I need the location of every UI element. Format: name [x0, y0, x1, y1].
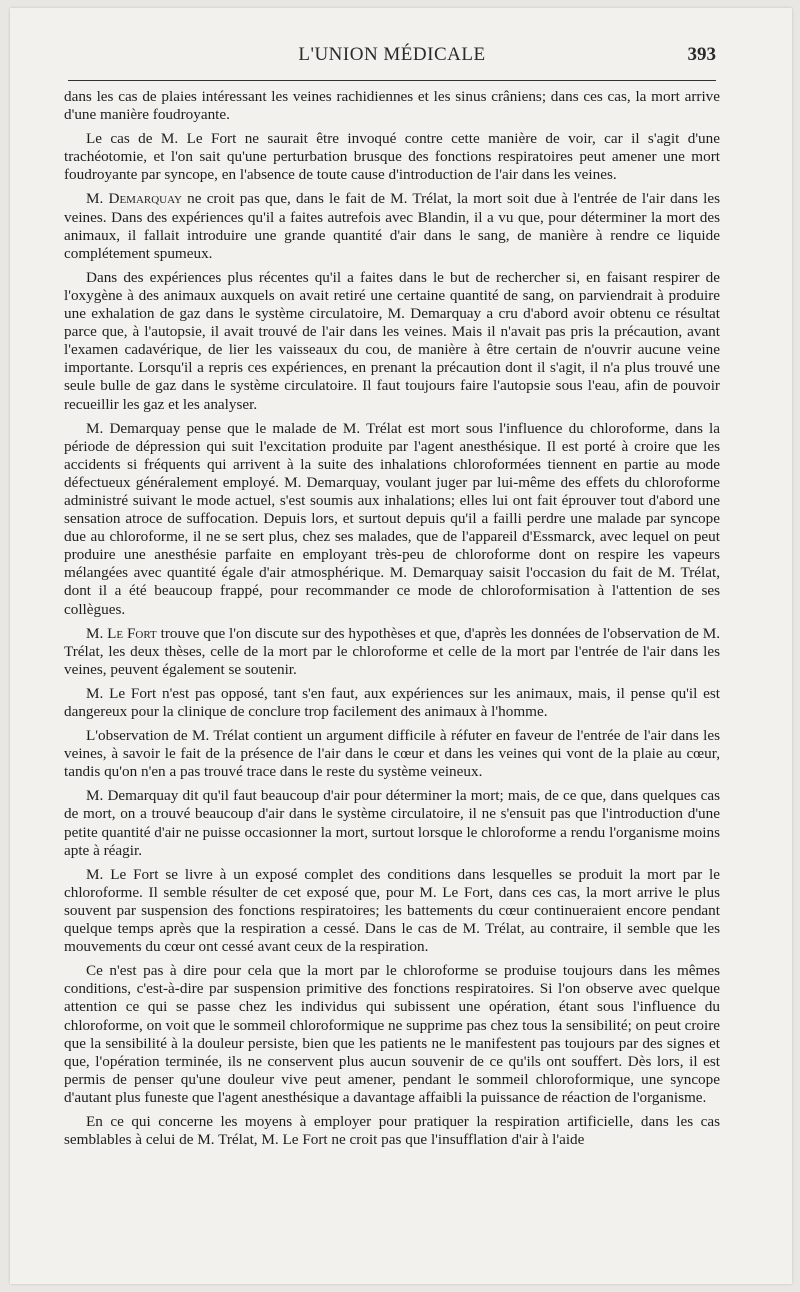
paragraph-text: trouve que l'on discute sur des hypothèses et que, d'après les données de l'observation de M. Trélat, les deux thèses, celle de la mort par le chloroforme et celle de la mort par l'entrée de l'air dans les veines, peuvent également se soutenir.	[64, 624, 720, 678]
paragraph: M. Demarquay pense que le malade de M. Trélat est mort sous l'influence du chloroforme, dans la période de dépression qui suit l'excitation produite par l'agent anesthésique. Il est porté à croire que les accidents si fréquents qui arrivent à la suite des inhalations chloroformées tiennent en partie au mode défectueux généralement employé. M. Demarquay, voulant juger par lui-même des effets du chloroforme administré suivant le mode actuel, s'est soumis aux inhalations; elles lui ont fait éprouver tout d'abord une sensation atroce de suffocation. Depuis lors, et surtout depuis qu'il a failli perdre une malade par syncope due au chloroforme, il ne se sert plus, chez ses malades, que de l'appareil d'Essmarck, avec lequel on peut produire une anesthésie parfaite en employant très-peu de chloroforme dont on respire les vapeurs mélangées avec quantité égale d'air atmosphérique. M. Demarquay saisit l'occasion du fait de M. Trélat, dont il a été beaucoup frappé, pour recommander ce mode de chloroformisation à l'attention de ses collègues.	[64, 419, 720, 618]
paragraph: Le cas de M. Le Fort ne saurait être invoqué contre cette manière de voir, car il s'agit d'une trachéotomie, et l'on sait qu'une perturbation brusque des fonctions respiratoires peut amener une mort foudroyante par syncope, en l'absence de toute cause d'introduction de l'air dans les veines.	[64, 130, 720, 184]
paragraph: En ce qui concerne les moyens à employer pour pratiquer la respiration artificielle, dans les cas semblables à celui de M. Trélat, M. Le Fort ne croit pas que l'insufflation d'air à l'aide	[64, 1112, 720, 1149]
page-number: 393	[687, 44, 716, 65]
paragraph: dans les cas de plaies intéressant les veines rachidiennes et les sinus crâniens; dans ces cas, la mort arrive d'une manière foudroyante.	[64, 88, 720, 124]
paragraph: M. Demarquay dit qu'il faut beaucoup d'air pour déterminer la mort; mais, de ce que, dans quelques cas de mort, on a trouvé beaucoup d'air dans le système circulatoire, il ne s'ensuit pas que l'introduction d'une petite quantité d'air ne puisse occasionner la mort, surtout lorsque le chloroforme a rendu l'organisme moins apte à réagir.	[64, 787, 720, 859]
paragraph: Ce n'est pas à dire pour cela que la mort par le chloroforme se produise toujours dans les mêmes conditions, c'est-à-dire par suspension primitive des fonctions respiratoires. Si l'on observe avec quelque attention ce qui se passe chez les individus qui subissent une opération, étant sous l'influence du chloroforme, on voit que le sommeil chloroformique ne supprime pas chez tous la sensibilité; on peut croire que la sensibilité à la douleur persiste, bien que les patients ne le manifestent pas toujours par des signes et que, l'opération terminée, ils ne conservent plus aucun souvenir de ce qu'ils ont souffert. Dès lors, il est permis de penser qu'une douleur vive peut amener, pendant le sommeil chloroformique, une syncope d'autant plus funeste que l'agent anesthésique a davantage affaibli la puissance de réaction de l'organisme.	[64, 962, 720, 1106]
page-header	[68, 44, 716, 74]
document-page	[10, 8, 792, 1284]
paragraph	[64, 190, 720, 262]
paragraph: M. Le Fort n'est pas opposé, tant s'en faut, aux expériences sur les animaux, mais, il pense qu'il est dangereux pour la clinique de conclure trop facilement des animaux à l'homme.	[64, 684, 720, 720]
paragraph	[64, 625, 720, 679]
paragraph-text: ne croit pas que, dans le fait de M. Trélat, la mort soit due à l'entrée de l'air dans les veines. Dans des expériences qu'il a faites autrefois avec Blandin, il a vu que, pour déterminer la mort des animaux, il fallait introduire une grande quantité d'air dans le sang, de manière à rendre ce liquide complétement spumeux.	[64, 190, 720, 262]
speaker-name: M. Demarquay	[86, 190, 182, 208]
paragraph: L'observation de M. Trélat contient un argument difficile à réfuter en faveur de l'entrée de l'air dans les veines, à savoir le fait de la présence de l'air dans le cœur et dans les veines qui vont de la plaie au cœur, tandis qu'on n'en a pas trouvé trace dans le reste du système veineux.	[64, 727, 720, 781]
header-rule	[68, 80, 716, 81]
paragraph: M. Le Fort se livre à un exposé complet des conditions dans lesquelles se produit la mort par le chloroforme. Il semble résulter de cet exposé que, pour M. Le Fort, dans ces cas, la mort arrive le plus souvent par suspension des fonctions respiratoires; les battements du cœur continueraient encore pendant quelque temps après que la respiration a cessé. Dans le cas de M. Trélat, au contraire, il semble que les mouvements du cœur ont cessé avant ceux de la respiration.	[64, 865, 720, 956]
body-text	[64, 88, 720, 1155]
running-title: L'UNION MÉDICALE	[298, 44, 486, 65]
speaker-name: M. Le Fort	[86, 624, 157, 642]
paragraph: Dans des expériences plus récentes qu'il a faites dans le but de rechercher si, en faisant respirer de l'oxygène à des animaux auxquels on avait retiré une certaine quantité de sang, on parviendrait à produire une exhalation de gaz dans le système circulatoire, M. Demarquay a cru d'abord avoir obtenu ce résultat parce que, à l'autopsie, il avait trouvé de l'air dans les veines. Mais il n'avait pas pris la précaution, avant l'examen cadavérique, de lier les vaisseaux du cou, de manière à être certain de n'ouvrir aucune veine importante. Lorsqu'il a repris ces expériences, en prenant la précaution dont il s'agit, il n'a plus trouvé une seule bulle de gaz dans le système circulatoire. Il faut toujours faire l'autopsie sous l'eau, afin de pouvoir recueillir les gaz et les analyser.	[64, 268, 720, 413]
